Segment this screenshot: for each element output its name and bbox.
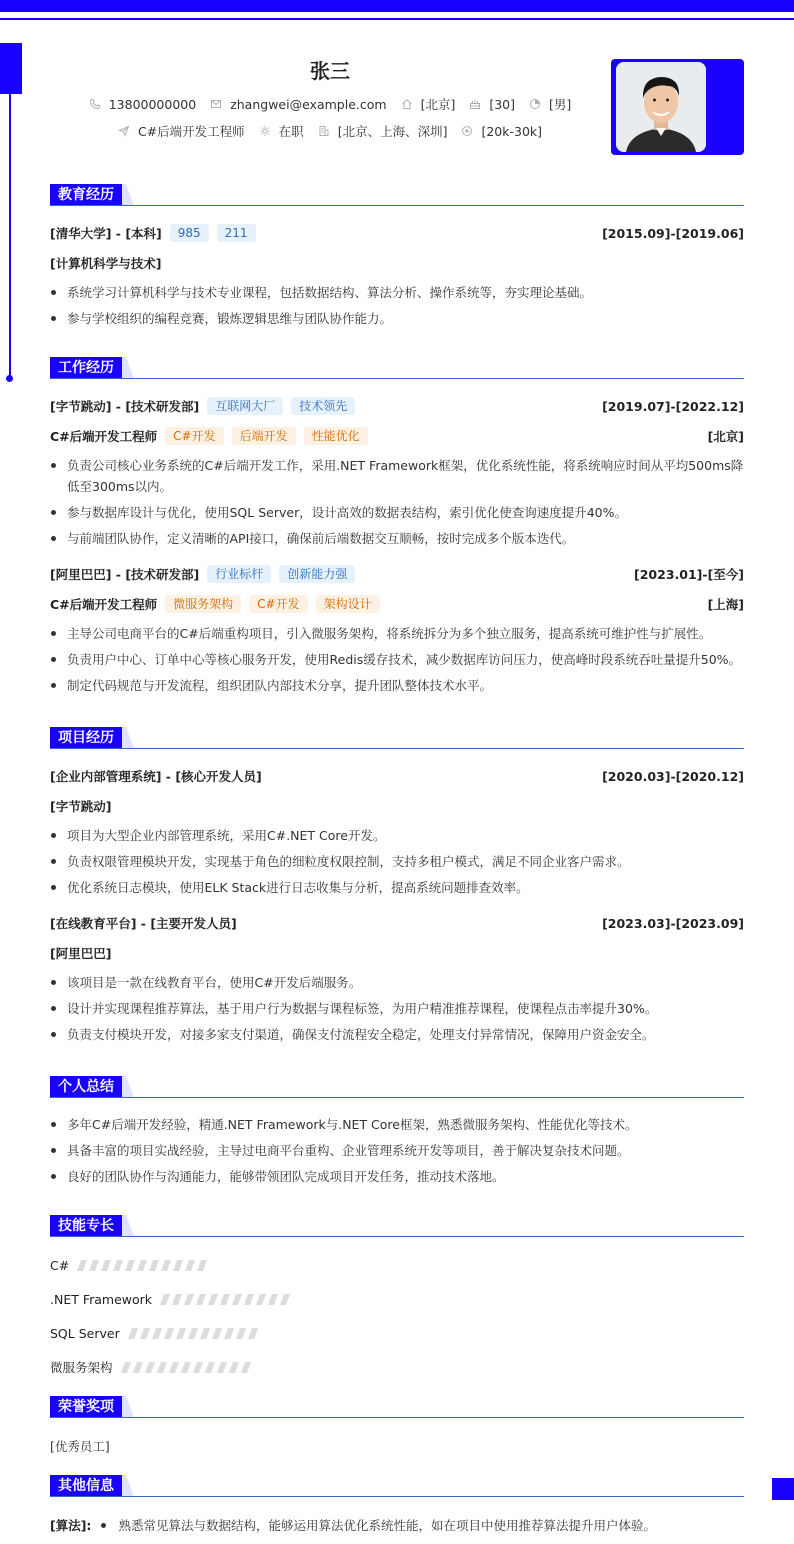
work-city: [上海] — [707, 597, 744, 612]
candidate-name: 张三 — [310, 59, 350, 83]
left-timeline-line — [9, 94, 11, 378]
gender-item — [529, 95, 571, 113]
skills-section — [50, 1215, 744, 1392]
summary-section — [50, 1076, 744, 1192]
role-tag: 性能优化 — [304, 427, 368, 445]
project-dates: [2023.03]-[2023.09] — [602, 915, 744, 931]
project-title: [在线教育平台] - [主要开发人员] — [50, 916, 237, 931]
list-item: 良好的团队协作与沟通能力，能够带领团队完成项目开发任务，推动技术落地。 — [50, 1166, 744, 1187]
cities-item — [318, 122, 448, 140]
company-tag: 互联网大厂 — [207, 397, 283, 415]
major-row — [50, 254, 744, 272]
skills-list — [50, 1256, 744, 1376]
role-tag: 后端开发 — [232, 427, 296, 445]
school-tag: 211 — [217, 224, 256, 242]
education-row — [50, 224, 744, 242]
company-tag: 创新能力强 — [279, 565, 355, 583]
location-item — [401, 95, 456, 113]
company-tag: 技术领先 — [291, 397, 355, 415]
summary-title: 个人总结 — [50, 1076, 122, 1098]
project-company-row — [50, 944, 744, 962]
other-section — [50, 1475, 744, 1534]
user-icon — [529, 98, 541, 110]
heading-underline — [50, 205, 744, 206]
heading-underline — [50, 1417, 744, 1418]
project-company: [阿里巴巴] — [50, 946, 112, 961]
project-company-row — [50, 797, 744, 815]
school-text: [清华大学] - [本科] — [50, 226, 162, 241]
other-label: [算法]: — [50, 1518, 92, 1533]
list-item: 具备丰富的项目实战经验，主导过电商平台重构、企业管理系统开发等项目，善于解决复杂技术问题。 — [50, 1140, 744, 1161]
building-icon — [318, 125, 330, 137]
work-title: 工作经历 — [50, 357, 122, 379]
top-accent-line — [0, 18, 794, 20]
salary-text: [20k-30k] — [481, 123, 543, 139]
other-item — [50, 1516, 744, 1534]
skill-name: C# — [50, 1257, 70, 1273]
list-item: 参与学校组织的编程竞赛，锻炼逻辑思维与团队协作能力。 — [50, 308, 744, 329]
work-company-row — [50, 397, 744, 415]
skill-level-bar — [130, 1328, 262, 1339]
left-timeline-dot — [6, 375, 13, 382]
status-item — [259, 122, 304, 140]
list-item: 该项目是一款在线教育平台，使用C#开发后端服务。 — [50, 972, 744, 993]
project-bullets — [50, 825, 744, 898]
skill-name: 微服务架构 — [50, 1360, 113, 1375]
list-item: 负责权限管理模块开发，实现基于角色的细粒度权限控制，支持多租户模式，满足不同企业客户需求。 — [50, 851, 744, 872]
honors-section — [50, 1396, 744, 1455]
projects-heading — [50, 727, 744, 749]
skill-row — [50, 1358, 744, 1376]
gender-text: [男] — [549, 97, 572, 112]
age-item — [469, 97, 515, 112]
coin-icon — [461, 125, 473, 137]
project-title-row — [50, 767, 744, 785]
company-tag: 行业标杆 — [207, 565, 271, 583]
list-item: 系统学习计算机科学与技术专业课程，包括数据结构、算法分析、操作系统等，夯实理论基础。 — [50, 282, 744, 303]
skill-name: SQL Server — [50, 1325, 120, 1341]
contact-row — [50, 95, 610, 113]
education-title: 教育经历 — [50, 184, 122, 206]
mail-icon — [210, 98, 222, 110]
list-item: 设计并实现课程推荐算法，基于用户行为数据与课程标签，为用户精准推荐课程，使课程点击率提升30%。 — [50, 998, 744, 1019]
phone-icon — [89, 98, 101, 110]
profile-photo — [616, 62, 706, 152]
other-heading — [50, 1475, 744, 1497]
company-text: [字节跳动] - [技术研发部] — [50, 399, 200, 414]
gear-icon — [259, 125, 271, 137]
skill-level-bar — [123, 1362, 255, 1373]
skill-name: .NET Framework — [50, 1291, 153, 1307]
list-item: 项目为大型企业内部管理系统，采用C#.NET Core开发。 — [50, 825, 744, 846]
list-item: 负责支付模块开发，对接多家支付渠道，确保支付流程安全稳定，处理支付异常情况，保障用户资金安全。 — [50, 1024, 744, 1045]
heading-underline — [50, 1496, 744, 1497]
position-item — [118, 122, 245, 140]
projects-title: 项目经历 — [50, 727, 122, 749]
list-item: 负责用户中心、订单中心等核心服务开发，使用Redis缓存技术，减少数据库访问压力，使高峰时段系统吞吐量提升50%。 — [50, 649, 744, 670]
phone-text: 13800000000 — [108, 96, 197, 112]
role-tag: 微服务架构 — [165, 595, 241, 613]
email-item — [210, 97, 386, 112]
work-dates: [2023.01]-[至今] — [634, 567, 744, 582]
skill-level-bar — [79, 1260, 211, 1271]
location-text: [北京] — [420, 97, 456, 112]
work-company-row — [50, 565, 744, 583]
skill-row — [50, 1256, 744, 1274]
other-text: 熟悉常见算法与数据结构，能够运用算法优化系统性能，如在项目中使用推荐算法提升用户体验。 — [118, 1518, 656, 1533]
honors-heading — [50, 1396, 744, 1418]
role-tag: C#开发 — [249, 595, 307, 613]
bullet-dot — [101, 1523, 106, 1528]
list-item: 优化系统日志模块，使用ELK Stack进行日志收集与分析，提高系统问题排查效率。 — [50, 877, 744, 898]
cake-icon — [469, 98, 481, 110]
heading-underline — [50, 378, 744, 379]
education-section — [50, 184, 744, 334]
project-dates: [2020.03]-[2020.12] — [602, 768, 744, 784]
heading-underline — [50, 1236, 744, 1237]
project-bullets — [50, 972, 744, 1045]
summary-heading — [50, 1076, 744, 1098]
list-item: 参与数据库设计与优化，使用SQL Server，设计高效的数据表结构，索引优化使查询速度提升40%。 — [50, 502, 744, 523]
top-accent-band — [0, 0, 794, 12]
resume-header — [50, 56, 610, 140]
work-bullets — [50, 623, 744, 696]
list-item: 主导公司电商平台的C#后端重构项目，引入微服务架构，将系统拆分为多个独立服务，提高系统可维护性与扩展性。 — [50, 623, 744, 644]
projects-section — [50, 727, 744, 1050]
skill-level-bar — [162, 1294, 294, 1305]
work-city: [北京] — [707, 429, 744, 444]
salary-item — [461, 124, 542, 139]
right-accent-block — [772, 1478, 794, 1500]
other-title: 其他信息 — [50, 1475, 122, 1497]
education-dates: [2015.09]-[2019.06] — [602, 225, 744, 241]
age-text: [30] — [489, 96, 516, 112]
education-heading — [50, 184, 744, 206]
list-item: 与前端团队协作，定义清晰的API接口，确保前后端数据交互顺畅，按时完成多个版本迭代。 — [50, 528, 744, 549]
work-role-row — [50, 427, 744, 445]
work-role-row — [50, 595, 744, 613]
send-icon — [118, 125, 130, 137]
education-bullets — [50, 282, 744, 329]
school-tag: 985 — [170, 224, 209, 242]
photo-frame — [611, 59, 744, 155]
status-text: 在职 — [278, 124, 304, 139]
work-heading — [50, 357, 744, 379]
project-title: [企业内部管理系统] - [核心开发人员] — [50, 769, 262, 784]
project-company: [字节跳动] — [50, 799, 112, 814]
list-item: 负责公司核心业务系统的C#后端开发工作，采用.NET Framework框架，优化系统性能，将系统响应时间从平均500ms降低至300ms以内。 — [50, 455, 744, 497]
email-text: zhangwei@example.com — [230, 96, 387, 112]
skills-heading — [50, 1215, 744, 1237]
role-tag: C#开发 — [165, 427, 223, 445]
summary-bullets — [50, 1114, 744, 1187]
home-icon — [401, 98, 413, 110]
skill-row — [50, 1290, 744, 1308]
role-text: C#后端开发工程师 — [50, 429, 158, 444]
project-title-row — [50, 914, 744, 932]
skill-row — [50, 1324, 744, 1342]
role-tag: 架构设计 — [316, 595, 380, 613]
heading-underline — [50, 1097, 744, 1098]
role-text: C#后端开发工程师 — [50, 597, 158, 612]
company-text: [阿里巴巴] - [技术研发部] — [50, 567, 200, 582]
major-text: [计算机科学与技术] — [50, 256, 162, 271]
job-intent-row — [50, 122, 610, 140]
work-bullets — [50, 455, 744, 549]
position-text: C#后端开发工程师 — [137, 124, 245, 139]
cities-text: [北京、上海、深圳] — [337, 124, 448, 139]
honors-title: 荣誉奖项 — [50, 1396, 122, 1418]
list-item: 多年C#后端开发经验，精通.NET Framework与.NET Core框架，熟悉微服务架构、性能优化等技术。 — [50, 1114, 744, 1135]
left-accent-block — [0, 43, 22, 94]
phone-item — [89, 97, 196, 112]
list-item: 制定代码规范与开发流程，组织团队内部技术分享，提升团队整体技术水平。 — [50, 675, 744, 696]
work-dates: [2019.07]-[2022.12] — [602, 398, 744, 414]
work-section — [50, 357, 744, 701]
honor-item: [优秀员工] — [50, 1439, 110, 1454]
skills-title: 技能专长 — [50, 1215, 122, 1237]
heading-underline — [50, 748, 744, 749]
